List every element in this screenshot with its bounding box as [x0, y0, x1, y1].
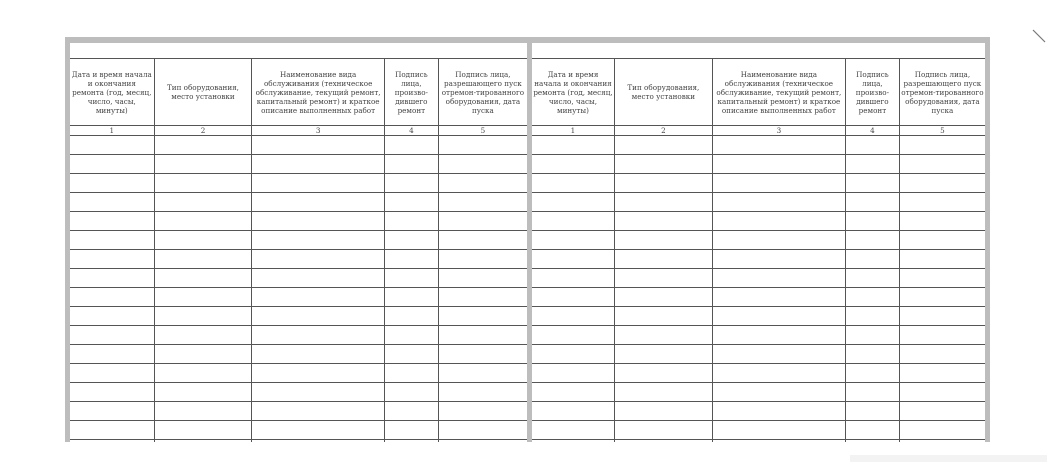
table-cell: [438, 231, 527, 250]
header-row: [532, 59, 985, 126]
table-cell: [614, 440, 712, 443]
table-row: [532, 421, 985, 440]
table-cell: [614, 269, 712, 288]
table-cell: [845, 421, 899, 440]
table-cell: [252, 250, 385, 269]
table-cell: [438, 212, 527, 231]
table-cell: [899, 136, 985, 155]
table-cell: [252, 269, 385, 288]
table-cell: [154, 440, 252, 443]
table-cell: [70, 250, 154, 269]
table-cell: [70, 402, 154, 421]
table-cell: [899, 364, 985, 383]
table-cell: [438, 307, 527, 326]
table-cell: [712, 288, 845, 307]
table-cell: [899, 231, 985, 250]
table-cell: [712, 326, 845, 345]
column-number: 2: [614, 126, 712, 136]
table-cell: [532, 250, 614, 269]
table-row: [70, 155, 527, 174]
table-cell: [712, 193, 845, 212]
column-number: 1: [532, 126, 614, 136]
table-cell: [712, 440, 845, 443]
table-cell: [532, 193, 614, 212]
table-cell: [532, 345, 614, 364]
table-cell: [712, 174, 845, 193]
table-cell: [438, 345, 527, 364]
table-cell: [70, 193, 154, 212]
table-cell: [384, 421, 438, 440]
table-cell: [438, 288, 527, 307]
table-cell: [70, 269, 154, 288]
table-cell: [614, 402, 712, 421]
table-row: [70, 250, 527, 269]
status-strip: [850, 455, 1047, 462]
table-cell: [70, 288, 154, 307]
table-cell: [438, 250, 527, 269]
table-cell: [899, 250, 985, 269]
table-cell: [154, 231, 252, 250]
table-cell: [154, 345, 252, 364]
table-cell: [384, 136, 438, 155]
table-cell: [712, 155, 845, 174]
table-cell: [154, 326, 252, 345]
table-cell: [70, 155, 154, 174]
column-number-row: [70, 126, 527, 136]
table-cell: [154, 421, 252, 440]
table-cell: [384, 269, 438, 288]
table-cell: [438, 421, 527, 440]
table-cell: [384, 288, 438, 307]
table-cell: [438, 402, 527, 421]
table-cell: [70, 231, 154, 250]
table-cell: [70, 345, 154, 364]
table-row: [70, 421, 527, 440]
table-cell: [384, 364, 438, 383]
table-cell: [712, 250, 845, 269]
header-date-time: Дата и время начала и окончания ремонта (год, месяц, число, часы, минуты): [70, 59, 154, 126]
table-cell: [899, 288, 985, 307]
diagonal-line-icon: [1032, 29, 1046, 43]
table-cell: [384, 440, 438, 443]
table-cell: [252, 212, 385, 231]
table-cell: [154, 250, 252, 269]
table-cell: [252, 383, 385, 402]
table-cell: [532, 326, 614, 345]
table-cell: [384, 193, 438, 212]
table-cell: [252, 307, 385, 326]
table-row: [70, 269, 527, 288]
header-equipment-type: Тип оборудования, место установки: [614, 59, 712, 126]
table-cell: [712, 212, 845, 231]
table-cell: [252, 421, 385, 440]
table-cell: [899, 269, 985, 288]
table-cell: [154, 136, 252, 155]
table-cell: [252, 402, 385, 421]
column-number: 3: [712, 126, 845, 136]
table-row: [70, 345, 527, 364]
table-cell: [154, 402, 252, 421]
table-cell: [712, 383, 845, 402]
table-cell: [252, 231, 385, 250]
table-cell: [438, 326, 527, 345]
table-cell: [614, 155, 712, 174]
table-cell: [438, 155, 527, 174]
table-cell: [154, 269, 252, 288]
table-cell: [614, 250, 712, 269]
table-cell: [614, 193, 712, 212]
table-cell: [614, 174, 712, 193]
table-cell: [614, 136, 712, 155]
table-row: [532, 212, 985, 231]
table-cell: [532, 231, 614, 250]
header-row: [70, 59, 527, 126]
table-cell: [845, 326, 899, 345]
table-cell: [899, 326, 985, 345]
table-row: [70, 383, 527, 402]
table-cell: [712, 307, 845, 326]
table-cell: [899, 174, 985, 193]
table-cell: [712, 402, 845, 421]
table-row: [70, 402, 527, 421]
table-row: [532, 440, 985, 443]
table-cell: [154, 193, 252, 212]
table-cell: [438, 193, 527, 212]
table-row: [70, 193, 527, 212]
table-cell: [712, 421, 845, 440]
header-launch-signature: Подпись лица, разрешающего пуск отремон-тированного оборудования, дата пуска: [899, 59, 985, 126]
table-cell: [614, 307, 712, 326]
table-cell: [845, 345, 899, 364]
table-cell: [532, 155, 614, 174]
table-cell: [384, 212, 438, 231]
table-row: [532, 136, 985, 155]
table-cell: [438, 174, 527, 193]
table-cell: [712, 269, 845, 288]
table-cell: [252, 174, 385, 193]
table-cell: [532, 307, 614, 326]
right-page: [532, 43, 985, 442]
column-number: 3: [252, 126, 385, 136]
table-cell: [154, 212, 252, 231]
left-page: [70, 43, 527, 442]
table-row: [532, 288, 985, 307]
table-cell: [614, 212, 712, 231]
table-cell: [845, 193, 899, 212]
table-cell: [614, 345, 712, 364]
table-cell: [845, 269, 899, 288]
table-cell: [252, 136, 385, 155]
table-row: [70, 307, 527, 326]
table-row: [532, 402, 985, 421]
table-cell: [384, 326, 438, 345]
journal-spread: [65, 37, 990, 442]
table-cell: [70, 440, 154, 443]
table-cell: [712, 345, 845, 364]
column-number: 5: [438, 126, 527, 136]
table-cell: [532, 212, 614, 231]
table-row: [70, 440, 527, 443]
header-date-time: Дата и время начала и окончания ремонта (год, месяц, число, часы, минуты): [532, 59, 614, 126]
column-number: 4: [384, 126, 438, 136]
table-cell: [384, 383, 438, 402]
table-cell: [252, 364, 385, 383]
table-row: [70, 212, 527, 231]
column-number-row: [532, 126, 985, 136]
table-cell: [252, 345, 385, 364]
table-cell: [614, 326, 712, 345]
table-cell: [438, 269, 527, 288]
table-cell: [532, 269, 614, 288]
table-cell: [614, 383, 712, 402]
table-cell: [899, 155, 985, 174]
table-cell: [845, 231, 899, 250]
table-cell: [845, 136, 899, 155]
table-cell: [614, 364, 712, 383]
column-number: 5: [899, 126, 985, 136]
table-row: [532, 193, 985, 212]
header-repairer-signature: Подпись лица, произво-дившего ремонт: [845, 59, 899, 126]
header-service-description: Наименование вида обслуживания (техническое обслуживание, текущий ремонт, капитальный ремонт) и краткое описание выполненных работ: [712, 59, 845, 126]
table-cell: [532, 383, 614, 402]
table-cell: [845, 383, 899, 402]
table-cell: [438, 440, 527, 443]
table-cell: [70, 212, 154, 231]
table-cell: [252, 155, 385, 174]
table-cell: [384, 402, 438, 421]
table-row: [532, 345, 985, 364]
table-row: [532, 269, 985, 288]
table-cell: [532, 288, 614, 307]
table-cell: [899, 345, 985, 364]
table-cell: [438, 136, 527, 155]
table-cell: [899, 212, 985, 231]
table-cell: [384, 345, 438, 364]
table-cell: [845, 174, 899, 193]
table-cell: [845, 307, 899, 326]
table-cell: [845, 155, 899, 174]
header-service-description: Наименование вида обслуживания (техническое обслуживание, текущий ремонт, капитальный ремонт) и краткое описание выполненных работ: [252, 59, 385, 126]
table-cell: [712, 136, 845, 155]
column-number: 2: [154, 126, 252, 136]
table-row: [532, 155, 985, 174]
table-cell: [532, 440, 614, 443]
table-cell: [899, 402, 985, 421]
header-launch-signature: Подпись лица, разрешающего пуск отремон-тированного оборудования, дата пуска: [438, 59, 527, 126]
table-cell: [438, 383, 527, 402]
table-row: [532, 326, 985, 345]
table-row: [532, 364, 985, 383]
table-cell: [154, 307, 252, 326]
table-cell: [70, 326, 154, 345]
table-cell: [614, 231, 712, 250]
table-cell: [154, 364, 252, 383]
table-cell: [384, 231, 438, 250]
table-cell: [384, 250, 438, 269]
table-cell: [70, 307, 154, 326]
table-cell: [712, 231, 845, 250]
table-cell: [899, 193, 985, 212]
table-cell: [252, 288, 385, 307]
table-cell: [154, 383, 252, 402]
table-cell: [252, 193, 385, 212]
table-row: [532, 231, 985, 250]
table-cell: [845, 364, 899, 383]
table-cell: [70, 364, 154, 383]
table-cell: [532, 136, 614, 155]
table-cell: [845, 440, 899, 443]
table-cell: [845, 212, 899, 231]
table-cell: [532, 421, 614, 440]
table-cell: [70, 383, 154, 402]
table-cell: [154, 174, 252, 193]
table-cell: [899, 307, 985, 326]
journal-table-left: [70, 58, 527, 442]
table-row: [70, 326, 527, 345]
table-cell: [252, 440, 385, 443]
table-cell: [899, 383, 985, 402]
table-row: [70, 174, 527, 193]
table-row: [70, 288, 527, 307]
table-cell: [384, 174, 438, 193]
table-cell: [845, 250, 899, 269]
table-cell: [154, 155, 252, 174]
table-row: [70, 136, 527, 155]
table-cell: [899, 440, 985, 443]
table-cell: [845, 288, 899, 307]
table-cell: [70, 136, 154, 155]
table-cell: [614, 288, 712, 307]
header-equipment-type: Тип оборудования, место установки: [154, 59, 252, 126]
table-row: [532, 174, 985, 193]
table-row: [70, 231, 527, 250]
table-cell: [845, 402, 899, 421]
table-cell: [899, 421, 985, 440]
journal-table-right: [532, 58, 985, 442]
table-cell: [614, 421, 712, 440]
table-cell: [154, 288, 252, 307]
table-cell: [70, 421, 154, 440]
table-cell: [384, 307, 438, 326]
table-cell: [532, 174, 614, 193]
table-cell: [532, 364, 614, 383]
table-row: [532, 383, 985, 402]
table-cell: [252, 326, 385, 345]
table-cell: [70, 174, 154, 193]
header-repairer-signature: Подпись лица, произво-дившего ремонт: [384, 59, 438, 126]
table-row: [532, 250, 985, 269]
table-cell: [384, 155, 438, 174]
table-cell: [532, 402, 614, 421]
column-number: 1: [70, 126, 154, 136]
table-row: [70, 364, 527, 383]
table-cell: [438, 364, 527, 383]
table-row: [532, 307, 985, 326]
table-cell: [712, 364, 845, 383]
column-number: 4: [845, 126, 899, 136]
